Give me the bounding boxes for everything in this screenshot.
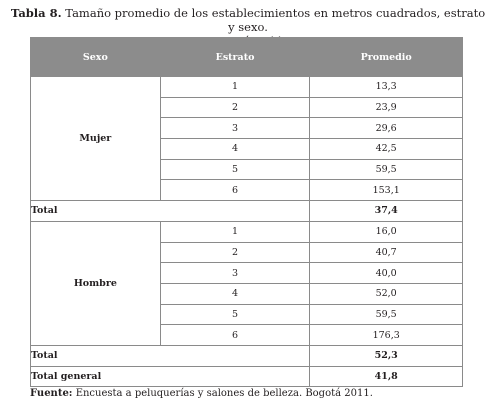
grand-total-value: 41,8	[310, 366, 463, 387]
table-row	[31, 221, 463, 242]
total-value: 52,3	[310, 345, 463, 366]
estrato-cell: 4	[160, 283, 310, 304]
estrato-cell: 4	[160, 139, 310, 160]
estrato-cell: 6	[160, 325, 310, 346]
total-label: Total	[31, 201, 310, 222]
table-row	[31, 77, 463, 98]
sexo-cell-mujer: Mujer	[31, 77, 161, 201]
total-row-hombre	[31, 345, 463, 366]
promedio-cell: 23,9	[310, 97, 463, 118]
header-row	[31, 38, 463, 77]
total-label: Total	[31, 345, 310, 366]
promedio-cell: 42,5	[310, 139, 463, 160]
estrato-cell: 1	[160, 77, 310, 98]
caption-label: Tabla 8.	[10, 6, 62, 20]
source-note	[30, 388, 373, 400]
estrato-cell: 3	[160, 263, 310, 284]
grand-total-label: Total general	[31, 366, 310, 387]
header-sexo: Sexo	[31, 38, 161, 77]
promedio-cell: 153,1	[310, 180, 463, 201]
promedio-cell: 40,0	[310, 263, 463, 284]
source-label: Fuente:	[30, 388, 73, 399]
grand-total-row	[31, 366, 463, 387]
promedio-cell: 176,3	[310, 325, 463, 346]
promedio-cell: 52,0	[310, 283, 463, 304]
estrato-cell: 3	[160, 118, 310, 139]
promedio-cell: 13,3	[310, 77, 463, 98]
promedio-cell: 59,5	[310, 304, 463, 325]
data-table	[30, 37, 463, 387]
promedio-cell: 29,6	[310, 118, 463, 139]
estrato-cell: 5	[160, 159, 310, 180]
estrato-cell: 5	[160, 304, 310, 325]
promedio-cell: 40,7	[310, 242, 463, 263]
header-estrato: Estrato	[160, 38, 310, 77]
source-text: Encuesta a peluquerías y salones de belleza. Bogotá 2011.	[75, 388, 373, 399]
total-value: 37,4	[310, 201, 463, 222]
promedio-cell: 16,0	[310, 221, 463, 242]
estrato-cell: 2	[160, 97, 310, 118]
caption-title: Tamaño promedio de los establecimientos en metros cuadrados, estrato y sexo.	[65, 6, 486, 34]
estrato-cell: 2	[160, 242, 310, 263]
header-promedio: Promedio	[310, 38, 463, 77]
promedio-cell: 59,5	[310, 159, 463, 180]
estrato-cell: 1	[160, 221, 310, 242]
sexo-cell-hombre: Hombre	[31, 221, 161, 345]
total-row-mujer	[31, 201, 463, 222]
estrato-cell: 6	[160, 180, 310, 201]
